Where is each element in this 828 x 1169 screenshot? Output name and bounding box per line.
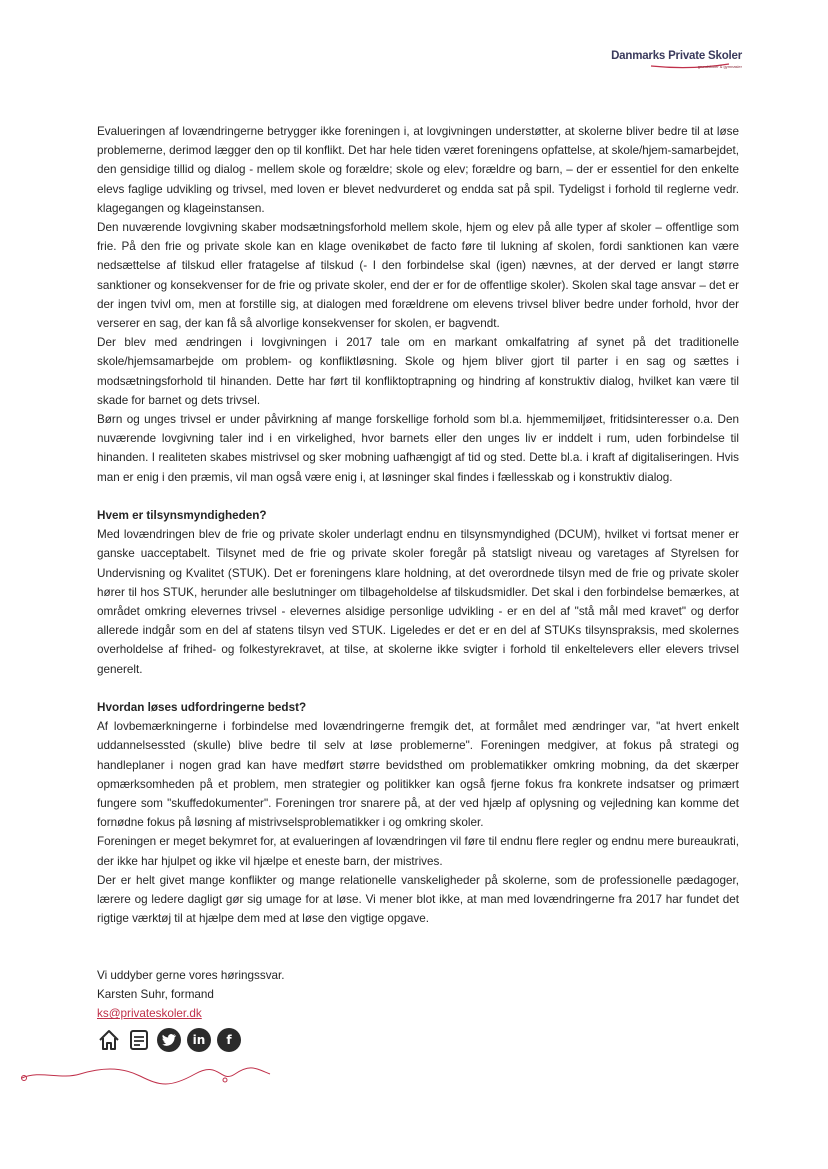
section-heading: Hvordan løses udfordringerne bedst? (97, 701, 307, 715)
home-icon[interactable] (97, 1028, 121, 1052)
twitter-icon[interactable] (157, 1028, 181, 1052)
letter-body (97, 122, 739, 929)
logo-text: Danmarks Private Skoler (611, 50, 742, 62)
logo (611, 50, 742, 69)
signer-name: Karsten Suhr, formand (97, 988, 214, 1002)
logo-subtext: grundskoler & gymnasier (697, 64, 742, 69)
social-icons (97, 1028, 241, 1052)
paragraph: Foreningen er meget bekymret for, at evalueringen af lovændringen vil føre til endnu flere regler og endnu mere bureaukrati, der ikke har hjulpet og ikke vil hjælpe et eneste barn, der mistrives. (97, 835, 739, 868)
paragraph: Den nuværende lovgivning skaber modsætningsforhold mellem skole, hjem og elev på alle typer af skoler – offentlige som frie. På den frie og private skole kan en klage ovenikøbet de facto føre til lukning af skolen, fordi sanktionen kan være nedsættelse af tilskud eller fratagelse af tilskud (- I den forbindelse skal (igen) nævnes, at der derved er langt større sanktioner og konsekvenser for de frie og private skoler, end der er for de offentlige skoler). Skolen skal tage ansvar – det er der ingen tvivl om, men at forstille sig, at dialogen med forældrene om elevens trivsel bliver bedre under forhold, hvor der verserer en sag, der kan få så alvorlige konsekvenser for skolen, er bagvendt. (97, 221, 739, 331)
decorative-squiggle (20, 1060, 280, 1090)
closing-line: Vi uddyber gerne vores høringssvar. (97, 969, 285, 982)
signature-block (97, 966, 285, 1024)
paragraph: Med lovændringen blev de frie og private skoler underlagt endnu en tilsynsmyndighed (DCUM), hvilket vi fortsat mener er ganske uacceptabelt. Tilsynet med de frie og private skoler foregår på statsligt niveau og varetages af Styrelsen for Undervisning og Kvalitet (STUK). Det er foreningens klare holdning, at det overordnede tilsyn med de frie og private skoler hører til hos STUK, herunder alle beslutninger om tilbageholdelse af tilskudsmidler. Det skal i den forbindelse bemærkes, at området omkring elevernes trivsel - elevernes alsidige personlige udvikling - er en del af "stå mål med kravet" og derfor allerede indgår som en del af statens tilsyn ved STUK. Ligeledes er det er en del af STUKs tilsynspraksis, med skolernes overholdelse af frihed- og folkestyrekravet, at tilse, at skolerne ikke svigter i forhold til enkeltelevers eller elevers trivsel generelt. (97, 528, 739, 676)
linkedin-icon[interactable]: in (187, 1028, 211, 1052)
paragraph: Børn og unges trivsel er under påvirkning af mange forskellige forhold som bl.a. hjemmemiljøet, fritidsinteresser o.a. Den nuværende lovgivning taler ind i en virkelighed, hvor barnets eller den unges liv er inddelt i rum, uden forbindelse til hinanden. I realiteten skabes mistrivsel og sker mobning uafhængigt af tid og sted. Dette bl.a. i kraft af digitaliseringen. Hvis man er enig i den præmis, vil man også være enig i, at løsninger skal findes i fællesskab og i konstruktiv dialog. (97, 413, 739, 484)
section-heading: Hvem er tilsynsmyndigheden? (97, 509, 267, 523)
paragraph: Der er helt givet mange konflikter og mange relationelle vanskeligheder på skolerne, som de professionelle pædagoger, lærere og ledere dagligt gør sig umage for at løse. Vi mener blot ikke, at man med lovændringerne fra 2017 har fundet det rigtige værktøj til at hjælpe dem med at løse den vigtige opgave. (97, 873, 739, 926)
paragraph: Der blev med ændringen i lovgivningen i 2017 tale om en markant omkalfatring af synet på det traditionelle skole/hjemsamarbejde om problem- og konfliktløsning. Skole og hjem bliver gjort til parter i en sag og sættes i modsætningsforhold til hinanden. Dette har ført til konfliktoptrapning og hindring af konstruktiv dialog, hvilket kan være til skade for barnet og dets trivsel. (97, 336, 739, 407)
news-icon[interactable] (127, 1028, 151, 1052)
paragraph: Evalueringen af lovændringerne betrygger ikke foreningen i, at lovgivningen understøtter, at skolerne bliver bedre til at løse problemerne, derimod lægger den op til konflikt. Det har hele tiden været foreningens opfattelse, at skole/hjem-samarbejdet, den gensidige tillid og dialog - mellem skole og forældre; skole og elev; forældre og barn, – der er essentiel for den enkelte elevs faglige udvikling og trivsel, med loven er blevet nedvurderet og endda sat på spil. Tydeligst i forhold til reglerne vedr. klagegangen og klageinstansen. (97, 125, 739, 215)
email-link[interactable]: ks@privateskoler.dk (97, 1007, 202, 1021)
facebook-icon[interactable]: f (217, 1028, 241, 1052)
paragraph: Af lovbemærkningerne i forbindelse med lovændringerne fremgik det, at formålet med ændringer var, "at hvert enkelt uddannelsessted (skulle) blive bedre til selv at løse problemerne". Foreningen medgiver, at fokus på strategi og handleplaner i nogen grad kan have medført større bevidsthed om problematikker omkring mobning, da det skærper opmærksomheden på et problem, men strategier og politikker kan også fjerne fokus fra konkrete indsatser og primært fungere som "skuffedokumenter". Foreningen tror snarere på, at der ved hjælp af oplysning og vejledning kan komme det fornødne fokus på løsning af mistrivselsproblematikker i og omkring skoler. (97, 720, 739, 830)
